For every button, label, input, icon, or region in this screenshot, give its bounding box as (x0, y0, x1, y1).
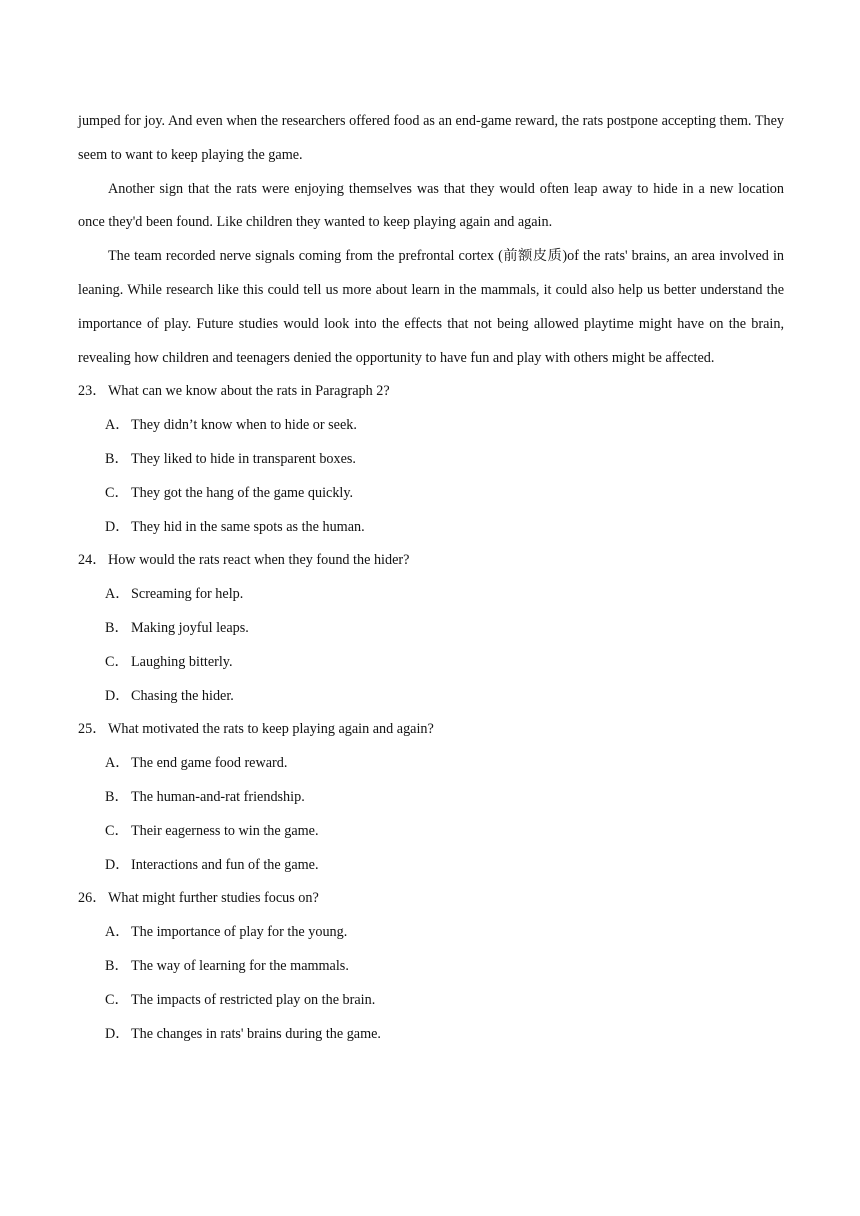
option-letter: B． (105, 957, 129, 974)
question-23 (78, 375, 784, 544)
option-letter: D． (105, 518, 130, 535)
option-c (78, 984, 784, 1018)
option-letter: D． (105, 856, 130, 873)
option-text: They got the hang of the game quickly. (131, 484, 354, 501)
option-letter: D． (105, 1025, 130, 1042)
option-text: Screaming for help. (131, 586, 244, 603)
option-d (78, 849, 784, 883)
option-text: The impacts of restricted play on the brain. (131, 991, 376, 1008)
option-b (78, 781, 784, 815)
question-number: 26． (78, 890, 107, 907)
option-text: The changes in rats' brains during the game. (131, 1025, 381, 1042)
option-text: They liked to hide in transparent boxes. (131, 450, 356, 467)
option-a (78, 409, 784, 443)
question-text: What motivated the rats to keep playing again and again? (108, 721, 434, 738)
option-text: The way of learning for the mammals. (131, 957, 349, 974)
option-letter: A． (105, 417, 130, 434)
option-text: Interactions and fun of the game. (131, 856, 319, 873)
option-d (78, 511, 784, 545)
option-letter: B． (105, 450, 129, 467)
option-a (78, 916, 784, 950)
option-b (78, 612, 784, 646)
question-number: 25． (78, 721, 107, 738)
option-a (78, 747, 784, 781)
option-letter: A． (105, 586, 130, 603)
option-text: They didn’t know when to hide or seek. (131, 417, 357, 434)
question-stem (78, 375, 784, 409)
option-letter: C． (105, 822, 129, 839)
option-c (78, 646, 784, 680)
option-c (78, 477, 784, 511)
passage-paragraph-1: jumped for joy. And even when the researchers offered food as an end-game reward, the rats postpone accepting them. They seem to want to keep playing the game. (78, 113, 784, 163)
option-b (78, 443, 784, 477)
option-b (78, 950, 784, 984)
document-page (78, 105, 784, 1051)
option-letter: A． (105, 924, 130, 941)
passage-paragraph-3: The team recorded nerve signals coming from the prefrontal cortex (前额皮质)of the rats' brains, an area involved in leaning. While research like this could tell us more about learn in the mammals, it could also help us better understand the importance of play. Future studies would look into the effects that not being allowed playtime might have on the brain, revealing how children and teenagers denied the opportunity to have fun and play with others might be affected. (78, 248, 784, 366)
question-stem (78, 882, 784, 916)
option-letter: A． (105, 755, 130, 772)
question-26 (78, 882, 784, 1051)
option-text: The importance of play for the young. (131, 924, 348, 941)
option-text: Chasing the hider. (131, 687, 234, 704)
option-d (78, 680, 784, 714)
question-text: What can we know about the rats in Paragraph 2? (108, 383, 390, 400)
option-letter: B． (105, 619, 129, 636)
passage-paragraph-2: Another sign that the rats were enjoying themselves was that they would often leap away to hide in a new location once they'd been found. Like children they wanted to keep playing again and again. (78, 180, 784, 231)
option-letter: B． (105, 788, 129, 805)
question-text: How would the rats react when they found the hider? (108, 552, 410, 569)
option-text: The end game food reward. (131, 755, 288, 772)
option-letter: D． (105, 687, 130, 704)
question-text: What might further studies focus on? (108, 890, 319, 907)
question-stem (78, 713, 784, 747)
question-stem (78, 544, 784, 578)
question-number: 24． (78, 552, 107, 569)
option-text: Making joyful leaps. (131, 619, 249, 636)
option-d (78, 1018, 784, 1052)
option-text: Laughing bitterly. (131, 653, 233, 670)
question-24 (78, 544, 784, 713)
question-number: 23． (78, 383, 107, 400)
option-a (78, 578, 784, 612)
option-letter: C． (105, 991, 129, 1008)
option-text: They hid in the same spots as the human. (131, 518, 365, 535)
option-c (78, 815, 784, 849)
option-text: Their eagerness to win the game. (131, 822, 319, 839)
question-25 (78, 713, 784, 882)
option-text: The human-and-rat friendship. (131, 788, 305, 805)
option-letter: C． (105, 484, 129, 501)
option-letter: C． (105, 653, 129, 670)
